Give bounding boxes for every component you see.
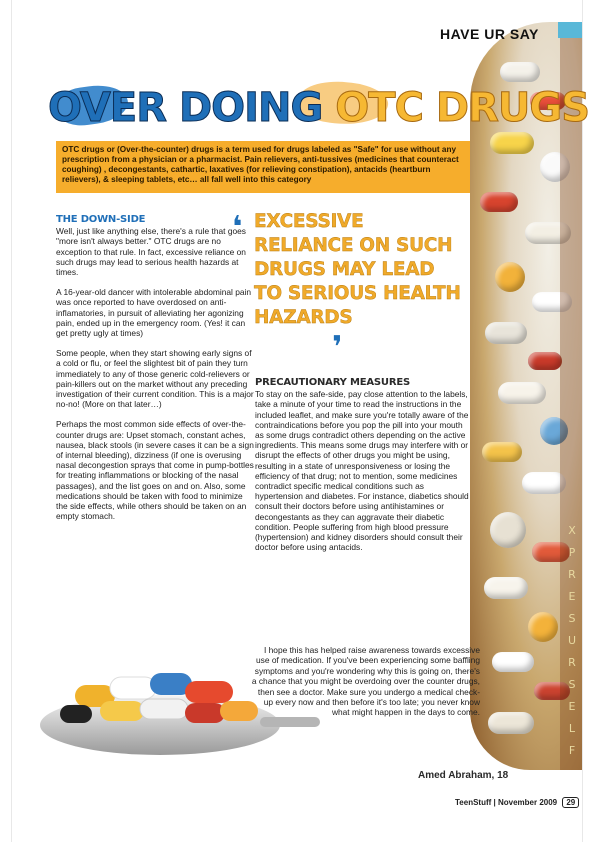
precautionary-paragraph: To stay on the safe-side, pay close attention to the labels, take a minute of your time to read the instructions in the included leaflet, and make sure you're totally aware of the contraindications before you pop the pill into your mouth as some drugs contradict others depending on the active ingredients. This means some drugs may interfere with or disrupt the effects of other drugs you might be using, resulting in a state of unresponsiveness or losing the efficiency of that drug; not to mention, some medicines contradict specific medical conditions such as hypertension and diabetes. For instance, diabetics should consult their doctors before using antihistamines or decongestants as they can aggravate their diabetic condition. People suffering from high blood pressure (hypertension) and kidney disorders should consult their doctor before using antacids.: [255, 389, 469, 553]
close-quote-icon: ❜: [332, 330, 343, 365]
author-byline: Amed Abraham, 18: [418, 770, 509, 781]
title-word-drugs: DRUGS: [435, 85, 590, 131]
closing-paragraph: I hope this has helped raise awareness towards excessive use of medication. If you've been experiencing some baffling symptoms and you're wondering why this is going on, there's a chance that you might be overdoing over the counter drugs, then see a doctor. Make sure you undergo a medical check-up every now and then before it's too late; you never know what might happen in the days to come.: [251, 645, 480, 718]
open-quote-icon: ❛: [232, 210, 243, 245]
precautionary-column: [255, 378, 470, 562]
precautionary-heading: PRECAUTIONARY MEASURES: [255, 377, 410, 388]
title-word-otc: OTC: [335, 85, 423, 131]
downside-paragraph: Perhaps the most common side effects of over-the-counter drugs are: Upset stomach, constant aches, nausea, black stools (in severe cases it can be a sign of internal bleeding), dizziness (if one is overusing nasal decongestion sprays that come in pump-bottles for treating inflammations or blocking of the nasal passages), and the list goes on and on. Also, some medications should be taken with food to minimize the side effects, while others should be taken on an empty stomach.: [56, 419, 254, 522]
downside-paragraph: Some people, when they start showing early signs of a cold or flu, or feel the slightest bit of pain they turn immediately to any of those generic cold-relievers or pain-killers out on the market without any preceding investigation of their current condition. This is a major no-no! (More on that later…): [56, 348, 254, 410]
section-color-tab: [558, 22, 582, 38]
downside-paragraph: Well, just like anything else, there's a rule that goes "more isn't always better." OTC drugs are no exception to that rule. In fact, excessive reliance on such drugs may lead to serious health hazards at times.: [56, 226, 246, 278]
downside-heading: THE DOWN-SIDE: [56, 214, 146, 225]
title-word-over: OVER: [48, 85, 167, 131]
article-title: [48, 78, 590, 134]
page-footer: [455, 797, 579, 808]
vertical-side-text: X P R E S U R S E L F: [567, 524, 577, 757]
downside-paragraph: A 16-year-old dancer with intolerable abdominal pain was once reported to have overdosed on anti-inflamatories, in pursuit of alleviating her agonizing pain, ended up in the emergency room. (Yes! it can get pretty ugly at times): [56, 287, 252, 339]
page-number: 29: [562, 797, 579, 808]
pull-quote: [232, 210, 462, 365]
pull-quote-text: EXCESSIVE RELIANCE ON SUCH DRUGS MAY LEAD TO SERIOUS HEALTH HAZARDS: [254, 211, 461, 328]
section-label: HAVE UR SAY: [440, 26, 539, 42]
spoon-pills-image: [40, 645, 320, 775]
magazine-issue: TeenStuff | November 2009: [455, 798, 558, 807]
title-word-doing: DOING: [178, 85, 323, 131]
intro-box: OTC drugs or (Over-the-counter) drugs is a term used for drugs labeled as "Safe" for use without any prescription from a physician or a pharmacist. Pain relievers, anti-tussives (medicines that counteract coughing) , decongestants, cathartic, laxatives (for relieving constipation), antacids (heartburn relievers), & sleeping tablets, etc… all fall well into this category: [56, 141, 470, 193]
downside-column: [56, 215, 256, 531]
